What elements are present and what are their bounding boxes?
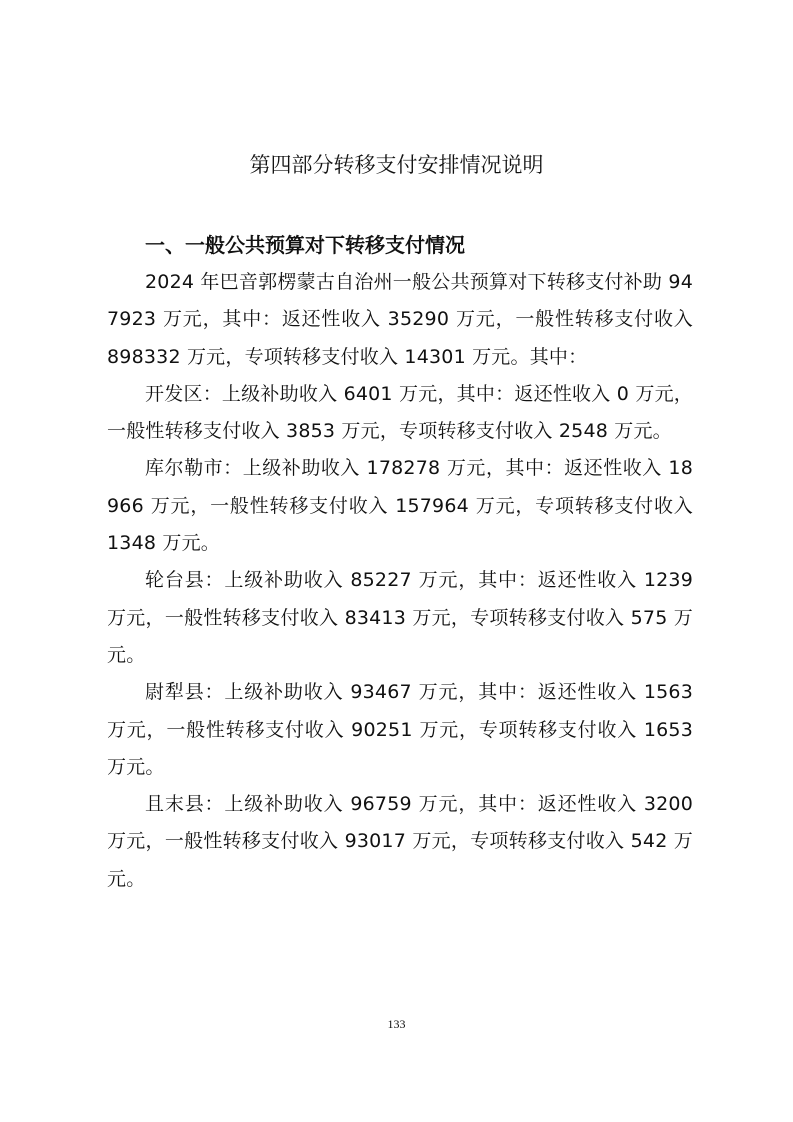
page-number: 133: [387, 1017, 406, 1031]
paragraph-luntai: 轮台县：上级补助收入 85227 万元，其中：返还性收入 1239 万元，一般性转移支付收入 83413 万元，专项转移支付收入 575 万元。: [107, 569, 693, 666]
paragraph-qiemo: 且末县：上级补助收入 96759 万元，其中：返还性收入 3200 万元，一般性转移支付收入 93017 万元，专项转移支付收入 542 万元。: [107, 793, 693, 890]
page-title: 第四部分转移支付安排情况说明: [249, 153, 544, 177]
body-text: [107, 264, 693, 898]
paragraph-yuli: 尉犁县：上级补助收入 93467 万元，其中：返还性收入 1563 万元，一般性转移支付收入 90251 万元，专项转移支付收入 1653 万元。: [107, 681, 693, 778]
section-heading: 一、一般公共预算对下转移支付情况: [145, 233, 465, 257]
paragraph-korla: 库尔勒市：上级补助收入 178278 万元，其中：返还性收入 18966 万元，一般性转移支付收入 157964 万元，专项转移支付收入 1348 万元。: [107, 457, 693, 555]
paragraph-development-zone: 开发区：上级补助收入 6401 万元，其中：返还性收入 0 万元，一般性转移支付收入 3853 万元，专项转移支付收入 2548 万元。: [107, 382, 693, 443]
paragraph-summary: 2024 年巴音郭楞蒙古自治州一般公共预算对下转移支付补助 947923 万元，其中：返还性收入 35290 万元，一般性转移支付收入 898332 万元，专项转移支付收入 14301 万元。其中：: [107, 271, 693, 368]
